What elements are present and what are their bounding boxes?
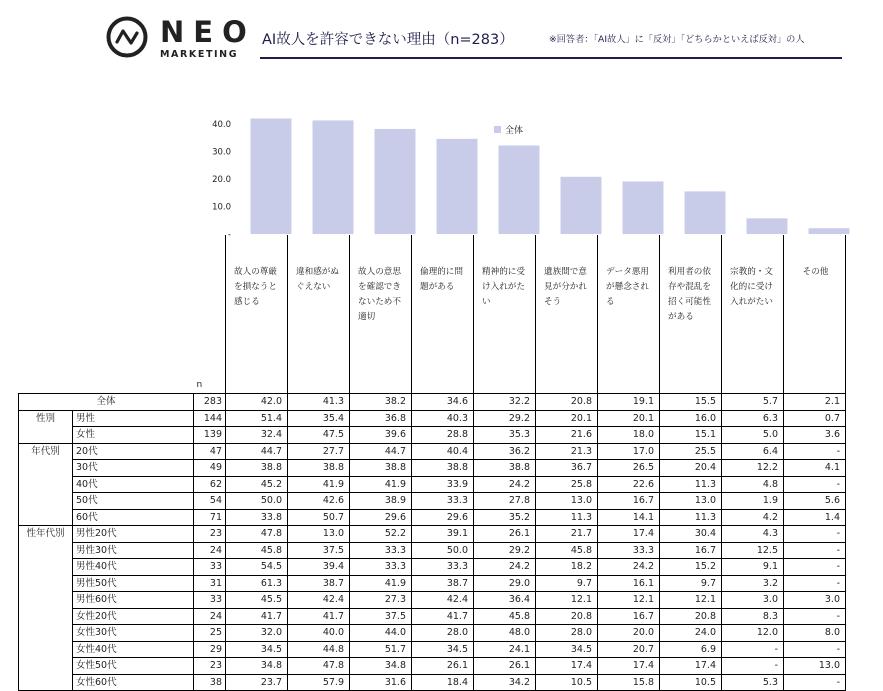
value-cell: 11.3 [660, 476, 722, 493]
value-cell: 16.1 [598, 575, 660, 592]
group-label: 性年代別 [19, 526, 73, 691]
logo-subtitle: MARKETING [160, 49, 239, 60]
value-cell: 16.7 [660, 542, 722, 559]
value-cell: 39.1 [412, 526, 474, 543]
value-cell: 4.2 [722, 509, 784, 526]
row-label: 女性 [73, 427, 194, 444]
value-cell: 17.4 [536, 658, 598, 675]
column-header: 故人の意思を確認できないため不適切 [350, 235, 412, 394]
value-cell: 15.1 [660, 427, 722, 444]
value-cell: 34.6 [412, 394, 474, 411]
value-cell: 14.1 [598, 509, 660, 526]
row-label: 30代 [73, 460, 194, 477]
value-cell: 37.5 [350, 608, 412, 625]
value-cell: 13.0 [660, 493, 722, 510]
value-cell: 34.5 [226, 641, 288, 658]
value-cell: 27.3 [350, 592, 412, 609]
column-header: 倫理的に問題がある [412, 235, 474, 394]
value-cell: 37.5 [288, 542, 350, 559]
row-label: 60代 [73, 509, 194, 526]
n-cell: 33 [194, 592, 226, 609]
value-cell: 34.8 [350, 658, 412, 675]
value-cell: 50.7 [288, 509, 350, 526]
table-row [19, 410, 846, 427]
table-row [19, 641, 846, 658]
column-header: データ悪用が懸念される [598, 235, 660, 394]
value-cell: 42.0 [226, 394, 288, 411]
n-cell: 283 [194, 394, 226, 411]
value-cell: - [784, 575, 846, 592]
row-label: 全体 [19, 394, 194, 411]
value-cell: 20.0 [598, 625, 660, 642]
value-cell: 18.2 [536, 559, 598, 576]
value-cell: 35.2 [474, 509, 536, 526]
value-cell: 4.8 [722, 476, 784, 493]
row-label: 40代 [73, 476, 194, 493]
table-row [19, 592, 846, 609]
table-row [19, 658, 846, 675]
column-header: 故人の尊厳を損なうと感じる [226, 235, 288, 394]
row-label: 男性40代 [73, 559, 194, 576]
value-cell: 29.2 [474, 542, 536, 559]
bar-chart [0, 0, 883, 250]
value-cell: - [784, 674, 846, 691]
bar [623, 181, 664, 234]
value-cell: 10.5 [536, 674, 598, 691]
value-cell: 29.0 [474, 575, 536, 592]
value-cell: 41.9 [350, 575, 412, 592]
value-cell: 5.3 [722, 674, 784, 691]
value-cell: 28.8 [412, 427, 474, 444]
value-cell: 32.0 [226, 625, 288, 642]
value-cell: 32.4 [226, 427, 288, 444]
value-cell: 0.7 [784, 410, 846, 427]
value-cell: 16.0 [660, 410, 722, 427]
row-label: 女性40代 [73, 641, 194, 658]
value-cell: 19.1 [598, 394, 660, 411]
row-label: 女性20代 [73, 608, 194, 625]
value-cell: 5.6 [784, 493, 846, 510]
table-row [19, 526, 846, 543]
value-cell: 45.5 [226, 592, 288, 609]
table-row [19, 625, 846, 642]
n-cell: 139 [194, 427, 226, 444]
value-cell: 21.7 [536, 526, 598, 543]
bar [685, 191, 726, 234]
value-cell: 39.6 [350, 427, 412, 444]
value-cell: 36.8 [350, 410, 412, 427]
value-cell: 12.1 [660, 592, 722, 609]
value-cell: 45.2 [226, 476, 288, 493]
bar [809, 228, 850, 234]
value-cell: 35.4 [288, 410, 350, 427]
bar [375, 129, 416, 234]
respondent-note: ※回答者：「AI故人」に「反対」「どちらかといえば反対」の人 [549, 34, 805, 45]
value-cell: 15.8 [598, 674, 660, 691]
crosstab-table [18, 235, 846, 691]
value-cell: 42.4 [288, 592, 350, 609]
value-cell: 10.5 [660, 674, 722, 691]
value-cell: 34.5 [536, 641, 598, 658]
n-cell: 71 [194, 509, 226, 526]
chart-legend [494, 123, 523, 136]
table-row [19, 493, 846, 510]
value-cell: - [784, 476, 846, 493]
value-cell: 20.4 [660, 460, 722, 477]
value-cell: 38.7 [288, 575, 350, 592]
value-cell: 3.2 [722, 575, 784, 592]
value-cell: 34.2 [474, 674, 536, 691]
value-cell: 11.3 [660, 509, 722, 526]
value-cell: 28.0 [412, 625, 474, 642]
value-cell: 20.8 [536, 394, 598, 411]
table-row [19, 575, 846, 592]
y-tick-label: - [227, 230, 231, 240]
value-cell: 54.5 [226, 559, 288, 576]
table-row [19, 509, 846, 526]
value-cell: 5.7 [722, 394, 784, 411]
value-cell: 27.7 [288, 443, 350, 460]
table-row [19, 559, 846, 576]
value-cell: 30.4 [660, 526, 722, 543]
column-header: 精神的に受け入れがたい [474, 235, 536, 394]
value-cell: 6.4 [722, 443, 784, 460]
n-cell: 24 [194, 608, 226, 625]
value-cell: 20.1 [536, 410, 598, 427]
header-row [19, 235, 846, 394]
value-cell: 13.0 [288, 526, 350, 543]
value-cell: 21.3 [536, 443, 598, 460]
y-tick-label: 20.0 [212, 175, 231, 185]
row-label: 20代 [73, 443, 194, 460]
value-cell: 24.0 [660, 625, 722, 642]
value-cell: 61.3 [226, 575, 288, 592]
value-cell: 41.7 [412, 608, 474, 625]
n-cell: 47 [194, 443, 226, 460]
y-tick-label: 30.0 [212, 147, 231, 158]
value-cell: 20.7 [598, 641, 660, 658]
value-cell: 45.8 [226, 542, 288, 559]
value-cell: 41.9 [288, 476, 350, 493]
column-header: 違和感がぬぐえない [288, 235, 350, 394]
value-cell: - [784, 542, 846, 559]
row-label: 女性50代 [73, 658, 194, 675]
value-cell: 24.1 [474, 641, 536, 658]
value-cell: 42.4 [412, 592, 474, 609]
bar [561, 177, 602, 234]
value-cell: 51.4 [226, 410, 288, 427]
value-cell: - [784, 608, 846, 625]
value-cell: 8.3 [722, 608, 784, 625]
value-cell: 38.7 [412, 575, 474, 592]
value-cell: 17.4 [660, 658, 722, 675]
n-cell: 62 [194, 476, 226, 493]
value-cell: 24.2 [598, 559, 660, 576]
n-cell: 33 [194, 559, 226, 576]
value-cell: 8.0 [784, 625, 846, 642]
value-cell: 34.5 [412, 641, 474, 658]
row-label: 男性50代 [73, 575, 194, 592]
value-cell: 31.6 [350, 674, 412, 691]
bar [313, 120, 354, 234]
bar [251, 119, 292, 235]
value-cell: 24.2 [474, 476, 536, 493]
y-tick-label: 40.0 [212, 120, 231, 130]
value-cell: 47.8 [226, 526, 288, 543]
column-header: 利用者の依存や混乱を招く可能性がある [660, 235, 722, 394]
value-cell: 48.0 [474, 625, 536, 642]
value-cell: 13.0 [536, 493, 598, 510]
value-cell: 29.6 [350, 509, 412, 526]
value-cell: 50.0 [412, 542, 474, 559]
value-cell: 22.6 [598, 476, 660, 493]
n-cell: 23 [194, 526, 226, 543]
value-cell: - [784, 559, 846, 576]
value-cell: 12.1 [536, 592, 598, 609]
value-cell: - [784, 641, 846, 658]
n-cell: 144 [194, 410, 226, 427]
value-cell: 25.8 [536, 476, 598, 493]
value-cell: 40.4 [412, 443, 474, 460]
value-cell: 40.3 [412, 410, 474, 427]
n-cell: 24 [194, 542, 226, 559]
value-cell: 4.1 [784, 460, 846, 477]
value-cell: 18.4 [412, 674, 474, 691]
table-row [19, 542, 846, 559]
value-cell: 9.7 [536, 575, 598, 592]
value-cell: 11.3 [536, 509, 598, 526]
n-cell: 49 [194, 460, 226, 477]
value-cell: 41.9 [350, 476, 412, 493]
value-cell: 28.0 [536, 625, 598, 642]
n-header: n [196, 380, 203, 390]
value-cell: 38.8 [474, 460, 536, 477]
row-label: 50代 [73, 493, 194, 510]
value-cell: 57.9 [288, 674, 350, 691]
table-row [19, 460, 846, 477]
value-cell: 32.2 [474, 394, 536, 411]
value-cell: 12.1 [598, 592, 660, 609]
value-cell: 27.8 [474, 493, 536, 510]
value-cell: 18.0 [598, 427, 660, 444]
row-label: 女性30代 [73, 625, 194, 642]
value-cell: 45.8 [536, 542, 598, 559]
value-cell: 26.1 [474, 526, 536, 543]
page-title: AI故人を許容できない理由（n=283） [262, 32, 514, 48]
value-cell: 38.8 [350, 460, 412, 477]
value-cell: 17.4 [598, 526, 660, 543]
value-cell: 29.2 [474, 410, 536, 427]
value-cell: 33.3 [412, 493, 474, 510]
value-cell: 17.0 [598, 443, 660, 460]
value-cell: 17.4 [598, 658, 660, 675]
value-cell: 2.1 [784, 394, 846, 411]
value-cell: 16.7 [598, 608, 660, 625]
value-cell: 50.0 [226, 493, 288, 510]
value-cell: 5.0 [722, 427, 784, 444]
value-cell: 45.8 [474, 608, 536, 625]
value-cell: 51.7 [350, 641, 412, 658]
value-cell: 41.7 [288, 608, 350, 625]
value-cell: 4.3 [722, 526, 784, 543]
value-cell: 3.0 [722, 592, 784, 609]
value-cell: 38.8 [226, 460, 288, 477]
value-cell: 44.0 [350, 625, 412, 642]
n-cell: 23 [194, 658, 226, 675]
value-cell: 16.7 [598, 493, 660, 510]
table-row [19, 476, 846, 493]
value-cell: 36.4 [474, 592, 536, 609]
value-cell: 20.1 [598, 410, 660, 427]
value-cell: 38.2 [350, 394, 412, 411]
legend-swatch-icon [494, 126, 501, 133]
value-cell: 35.3 [474, 427, 536, 444]
value-cell: 36.7 [536, 460, 598, 477]
value-cell: 12.2 [722, 460, 784, 477]
value-cell: 3.0 [784, 592, 846, 609]
table-row [19, 394, 846, 411]
table-row [19, 443, 846, 460]
value-cell: 21.6 [536, 427, 598, 444]
value-cell: 29.6 [412, 509, 474, 526]
value-cell: 33.8 [226, 509, 288, 526]
value-cell: 9.7 [660, 575, 722, 592]
value-cell: 36.2 [474, 443, 536, 460]
y-tick-label: 10.0 [212, 202, 231, 213]
header-blank [19, 235, 194, 394]
legend-label: 全体 [505, 126, 524, 136]
value-cell: 47.8 [288, 658, 350, 675]
logo-wordmark: NEO [160, 15, 256, 49]
value-cell: 33.3 [350, 559, 412, 576]
value-cell: 33.9 [412, 476, 474, 493]
value-cell: 34.8 [226, 658, 288, 675]
value-cell: 3.6 [784, 427, 846, 444]
value-cell: 47.5 [288, 427, 350, 444]
group-label: 性別 [19, 410, 73, 443]
n-cell: 54 [194, 493, 226, 510]
value-cell: 26.1 [474, 658, 536, 675]
value-cell: 40.0 [288, 625, 350, 642]
value-cell: 12.0 [722, 625, 784, 642]
value-cell: - [784, 526, 846, 543]
value-cell: 26.5 [598, 460, 660, 477]
value-cell: 24.2 [474, 559, 536, 576]
row-label: 女性60代 [73, 674, 194, 691]
value-cell: 42.6 [288, 493, 350, 510]
n-cell: 29 [194, 641, 226, 658]
group-label: 年代別 [19, 443, 73, 526]
table-row [19, 427, 846, 444]
value-cell: 15.5 [660, 394, 722, 411]
value-cell: 23.7 [226, 674, 288, 691]
value-cell: 12.5 [722, 542, 784, 559]
value-cell: - [722, 658, 784, 675]
value-cell: 13.0 [784, 658, 846, 675]
bar [499, 145, 540, 234]
n-cell: 38 [194, 674, 226, 691]
row-label: 男性 [73, 410, 194, 427]
table-row [19, 608, 846, 625]
bar [747, 218, 788, 234]
row-label: 男性20代 [73, 526, 194, 543]
value-cell: 6.9 [660, 641, 722, 658]
value-cell: 33.3 [350, 542, 412, 559]
bar [437, 139, 478, 234]
value-cell: 38.8 [288, 460, 350, 477]
column-header: その他 [784, 235, 846, 394]
column-header: 宗教的・文化的に受け入れがたい [722, 235, 784, 394]
value-cell: 26.1 [412, 658, 474, 675]
value-cell: 39.4 [288, 559, 350, 576]
value-cell: 20.8 [536, 608, 598, 625]
value-cell: 41.7 [226, 608, 288, 625]
row-label: 男性30代 [73, 542, 194, 559]
n-cell: 31 [194, 575, 226, 592]
value-cell: 33.3 [412, 559, 474, 576]
value-cell: - [784, 443, 846, 460]
value-cell: 6.3 [722, 410, 784, 427]
value-cell: 25.5 [660, 443, 722, 460]
value-cell: 20.8 [660, 608, 722, 625]
value-cell: 38.8 [412, 460, 474, 477]
value-cell: 33.3 [598, 542, 660, 559]
value-cell: 1.9 [722, 493, 784, 510]
value-cell: 9.1 [722, 559, 784, 576]
value-cell: - [722, 641, 784, 658]
value-cell: 1.4 [784, 509, 846, 526]
value-cell: 41.3 [288, 394, 350, 411]
row-label: 男性60代 [73, 592, 194, 609]
value-cell: 44.7 [350, 443, 412, 460]
n-cell: 25 [194, 625, 226, 642]
value-cell: 38.9 [350, 493, 412, 510]
value-cell: 15.2 [660, 559, 722, 576]
table-row [19, 674, 846, 691]
value-cell: 44.8 [288, 641, 350, 658]
column-header: 遺族間で意見が分かれそう [536, 235, 598, 394]
value-cell: 44.7 [226, 443, 288, 460]
value-cell: 52.2 [350, 526, 412, 543]
